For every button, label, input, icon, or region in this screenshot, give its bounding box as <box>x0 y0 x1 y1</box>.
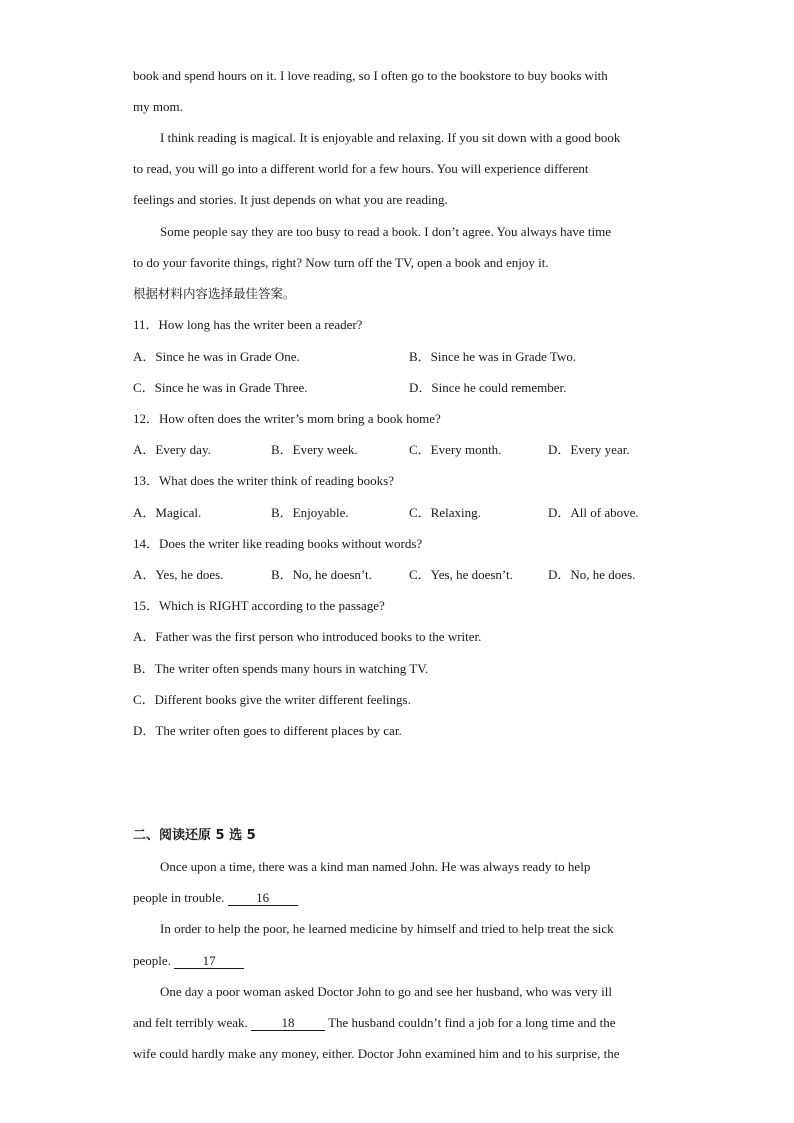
option-c: C．Since he was in Grade Three. <box>133 380 308 395</box>
passage-text: people. <box>133 953 171 968</box>
passage-line: my mom. <box>133 99 183 114</box>
option-c: C．Relaxing. <box>409 505 481 520</box>
answer-blank-16[interactable]: 16 <box>228 891 298 906</box>
option-b: B．The writer often spends many hours in watching TV. <box>133 661 429 676</box>
option-a: A．Father was the first person who introduced books to the writer. <box>133 629 482 644</box>
passage-line: I think reading is magical. It is enjoyable and relaxing. If you sit down with a good book <box>160 130 621 145</box>
option-c: C．Different books give the writer different feelings. <box>133 692 411 707</box>
passage-line: Some people say they are too busy to read a book. I don’t agree. You always have time <box>160 224 612 239</box>
question-stem: 14．Does the writer like reading books without words? <box>133 536 423 551</box>
option-d: D．Since he could remember. <box>409 380 567 395</box>
passage-line: book and spend hours on it. I love reading, so I often go to the bookstore to buy books with <box>133 68 608 83</box>
option-a: A．Yes, he does. <box>133 567 224 582</box>
passage-line: Once upon a time, there was a kind man named John. He was always ready to help <box>160 859 591 874</box>
option-b: B．Since he was in Grade Two. <box>409 349 577 364</box>
question-stem: 12．How often does the writer’s mom bring a book home? <box>133 411 441 426</box>
passage-line <box>133 1015 616 1031</box>
option-d: D．No, he does. <box>548 567 636 582</box>
question-stem: 13．What does the writer think of reading books? <box>133 473 395 488</box>
passage-text: and felt terribly weak. <box>133 1015 248 1030</box>
passage-line <box>133 953 244 969</box>
instruction-text: 根据材料内容选择最佳答案。 <box>133 286 296 301</box>
option-b: B．Every week. <box>271 442 358 457</box>
passage-text: people in trouble. <box>133 890 225 905</box>
question-stem: 15．Which is RIGHT according to the passage? <box>133 598 385 613</box>
option-a: A．Magical. <box>133 505 202 520</box>
section-heading: 二、阅读还原 5 选 5 <box>133 828 256 843</box>
passage-line <box>133 890 298 906</box>
option-b: B．No, he doesn’t. <box>271 567 372 582</box>
answer-blank-18[interactable]: 18 <box>251 1016 325 1031</box>
passage-line: feelings and stories. It just depends on what you are reading. <box>133 192 448 207</box>
option-a: A．Every day. <box>133 442 211 457</box>
passage-text: The husband couldn’t find a job for a long time and the <box>328 1015 616 1030</box>
passage-line: to read, you will go into a different world for a few hours. You will experience different <box>133 161 589 176</box>
option-b: B．Enjoyable. <box>271 505 349 520</box>
passage-line: to do your favorite things, right? Now turn off the TV, open a book and enjoy it. <box>133 255 549 270</box>
option-d: D．The writer often goes to different places by car. <box>133 723 402 738</box>
passage-line: One day a poor woman asked Doctor John to go and see her husband, who was very ill <box>160 984 613 999</box>
question-stem: 11．How long has the writer been a reader? <box>133 317 363 332</box>
option-d: D．All of above. <box>548 505 639 520</box>
option-a: A．Since he was in Grade One. <box>133 349 300 364</box>
option-c: C．Yes, he doesn’t. <box>409 567 513 582</box>
option-c: C．Every month. <box>409 442 502 457</box>
passage-line: In order to help the poor, he learned medicine by himself and tried to help treat the sick <box>160 921 614 936</box>
answer-blank-17[interactable]: 17 <box>174 954 244 969</box>
passage-line: wife could hardly make any money, either. Doctor John examined him and to his surprise, the <box>133 1046 620 1061</box>
option-d: D．Every year. <box>548 442 630 457</box>
